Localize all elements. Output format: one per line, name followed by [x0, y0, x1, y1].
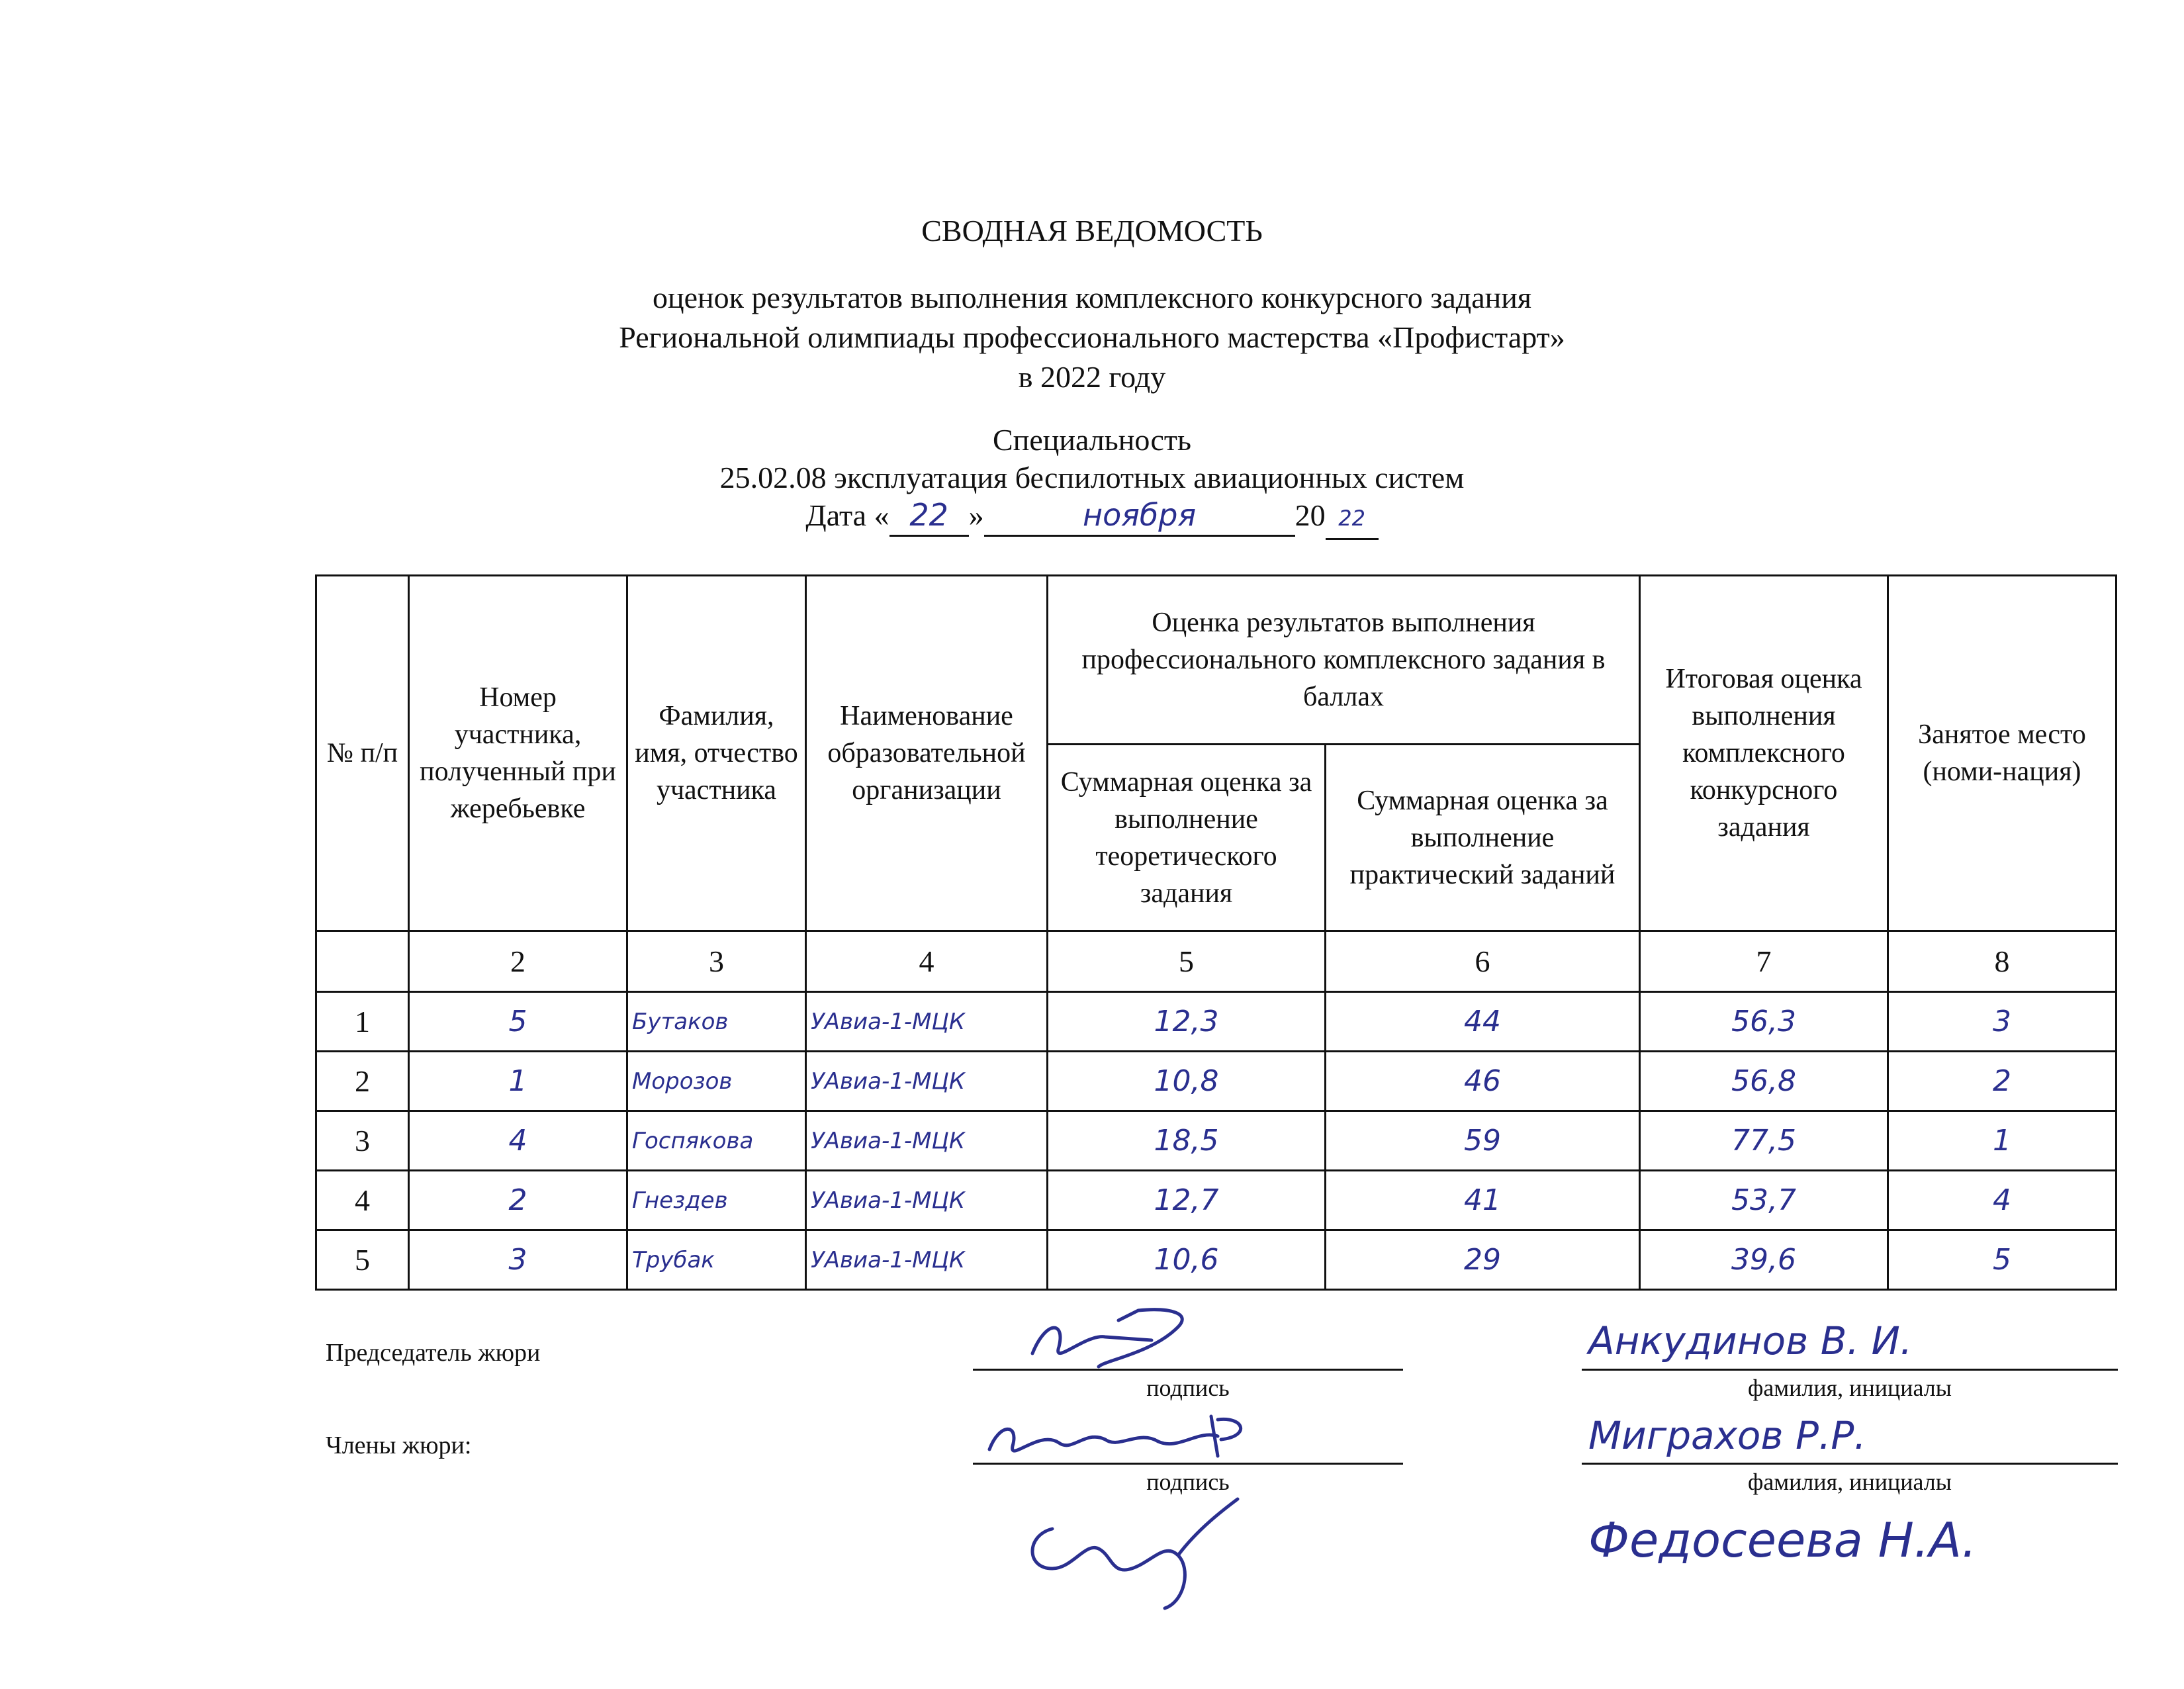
table-row [316, 1111, 2116, 1171]
header-place: Занятое место (номи-нация) [1888, 576, 2116, 931]
participant-name: Госпякова [627, 1111, 806, 1171]
date-day: 22 [889, 495, 969, 537]
subtitle-line-1: оценок результатов выполнения комплексного конкурсного задания [652, 281, 1532, 314]
table-row [316, 992, 2116, 1052]
chair-name: Анкудинов В. И. [1588, 1318, 1913, 1363]
header-participant-name: Фамилия, имя, отчество участника [627, 576, 806, 931]
row-number: 1 [316, 992, 409, 1052]
practice-score: 44 [1326, 992, 1640, 1052]
organization: УАвиа-1-МЦК [806, 1171, 1048, 1230]
results-table [315, 574, 2117, 1291]
date-month: ноября [984, 495, 1295, 537]
draw-number: 1 [409, 1052, 627, 1111]
draw-number: 4 [409, 1111, 627, 1171]
member-name-line [1582, 1463, 2118, 1465]
column-number: 6 [1326, 931, 1640, 992]
practice-score: 59 [1326, 1111, 1640, 1171]
total-score: 56,3 [1640, 992, 1888, 1052]
table-row [316, 1052, 2116, 1111]
chair-name-caption: фамилия, инициалы [1748, 1375, 1952, 1401]
member1-signature [979, 1410, 1257, 1469]
chair-name-line [1582, 1369, 2118, 1371]
date-open-quote: « [874, 498, 889, 532]
row-number: 2 [316, 1052, 409, 1111]
date-year-suffix: 22 [1326, 498, 1379, 540]
column-number: 2 [409, 931, 627, 992]
member-name-caption: фамилия, инициалы [1748, 1469, 1952, 1495]
header-row-number: № п/п [316, 576, 409, 931]
column-number [316, 931, 409, 992]
place: 4 [1888, 1171, 2116, 1230]
total-score: 56,8 [1640, 1052, 1888, 1111]
place: 5 [1888, 1230, 2116, 1290]
chair-signature [1019, 1307, 1218, 1373]
member-sign-caption: подпись [1146, 1469, 1230, 1495]
theory-score: 12,7 [1048, 1171, 1326, 1230]
organization: УАвиа-1-МЦК [806, 1111, 1048, 1171]
practice-score: 29 [1326, 1230, 1640, 1290]
total-score: 53,7 [1640, 1171, 1888, 1230]
place: 1 [1888, 1111, 2116, 1171]
draw-number: 3 [409, 1230, 627, 1290]
date-close-quote: » [968, 498, 984, 532]
participant-name: Гнездев [627, 1171, 806, 1230]
total-score: 77,5 [1640, 1111, 1888, 1171]
subtitle-line-3: в 2022 году [1018, 360, 1166, 394]
row-number: 3 [316, 1111, 409, 1171]
table-row [316, 1230, 2116, 1290]
subtitle-line-2: Региональной олимпиады профессионального мастерства «Профистарт» [619, 320, 1565, 354]
theory-score: 10,8 [1048, 1052, 1326, 1111]
place: 2 [1888, 1052, 2116, 1111]
row-number: 4 [316, 1171, 409, 1230]
header-organization: Наименование образовательной организации [806, 576, 1048, 931]
table-row [316, 1171, 2116, 1230]
theory-score: 10,6 [1048, 1230, 1326, 1290]
organization: УАвиа-1-МЦК [806, 992, 1048, 1052]
chair-label: Председатель жюри [326, 1339, 541, 1367]
header-theory-score: Суммарная оценка за выполнение теоретического задания [1048, 745, 1326, 931]
participant-name: Бутаков [627, 992, 806, 1052]
organization: УАвиа-1-МЦК [806, 1230, 1048, 1290]
organization: УАвиа-1-МЦК [806, 1052, 1048, 1111]
header-practice-score: Суммарная оценка за выполнение практический заданий [1326, 745, 1640, 931]
theory-score: 18,5 [1048, 1111, 1326, 1171]
practice-score: 41 [1326, 1171, 1640, 1230]
column-number: 7 [1640, 931, 1888, 992]
row-number: 5 [316, 1230, 409, 1290]
members-label: Члены жюри: [326, 1432, 472, 1459]
draw-number: 2 [409, 1171, 627, 1230]
column-number: 5 [1048, 931, 1326, 992]
specialty-value: 25.02.08 эксплуатация беспилотных авиационных систем [719, 461, 1465, 494]
date-label: Дата [805, 498, 867, 532]
header-draw-number: Номер участника, полученный при жеребьевке [409, 576, 627, 931]
column-number: 8 [1888, 931, 2116, 992]
column-numbers-row [316, 931, 2116, 992]
participant-name: Трубак [627, 1230, 806, 1290]
participant-name: Морозов [627, 1052, 806, 1111]
member1-name: Миграхов Р.Р. [1588, 1413, 1866, 1458]
member2-name: Федосеева Н.А. [1588, 1512, 1977, 1568]
header-score-group: Оценка результатов выполнения профессионального комплексного задания в баллах [1048, 576, 1640, 745]
member2-signature [1013, 1489, 1251, 1615]
column-number: 3 [627, 931, 806, 992]
specialty-label: Специальность [993, 423, 1191, 457]
date-line [0, 495, 2184, 540]
theory-score: 12,3 [1048, 992, 1326, 1052]
practice-score: 46 [1326, 1052, 1640, 1111]
column-number: 4 [806, 931, 1048, 992]
place: 3 [1888, 992, 2116, 1052]
date-year-prefix: 20 [1295, 498, 1326, 532]
document-title: СВОДНАЯ ВЕДОМОСТЬ [921, 214, 1263, 248]
chair-sign-caption: подпись [1146, 1375, 1230, 1401]
header-total-score: Итоговая оценка выполнения комплексного конкурсного задания [1640, 576, 1888, 931]
total-score: 39,6 [1640, 1230, 1888, 1290]
draw-number: 5 [409, 992, 627, 1052]
